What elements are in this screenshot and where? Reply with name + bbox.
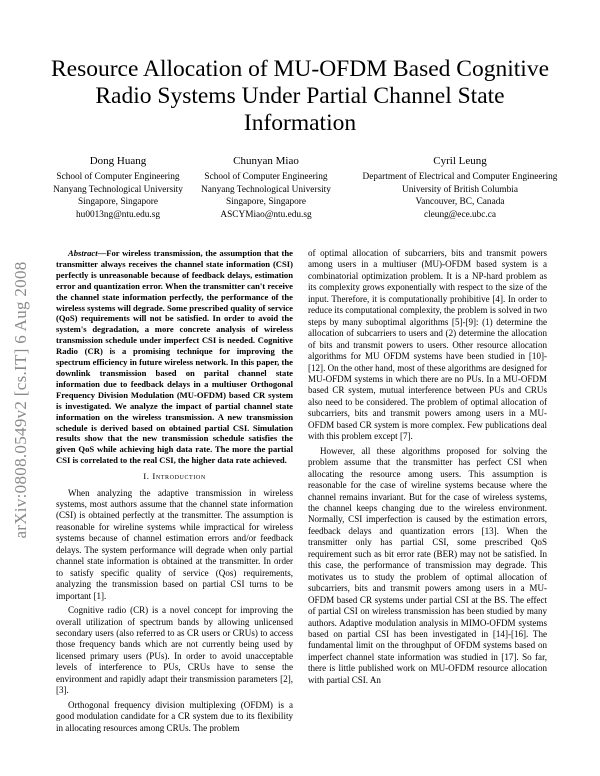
arxiv-stamp (8, 200, 34, 600)
author-2 (192, 154, 340, 221)
author-institution: Nanyang Technological University (53, 184, 183, 195)
section-title: Introduction (152, 471, 206, 482)
body-paragraph: of optimal allocation of subcarriers, bits and transmit powers among users in a multiuser (MU)-OFDM based system is a combinatorial optimization problem. It is a NP-hard problem as its complexity grows exponentially with respect to the size of the input. Therefore, it is computationally prohibitive [4]. In order to reduce its computational complexity, the problem is solved in two steps by many suboptimal algorithms [5]-[9]: (1) determine the allocation of subcarriers to users and (2) determine the allocation of bits and transmit powers to users. Other resource allocation algorithms for MU OFDM systems have been studied in [10]-[12]. On the other hand, most of these algorithms are designed for MU-OFDM systems in which there are no PUs. In a MU-OFDM based CR system, mutual interference between PUs and CRUs also need to be considered. The problem of optimal allocation of subcarriers, bits and transmit powers among users in a MU-OFDM based CR system is more complex. Few publications deal with this problem except [7]. (308, 248, 547, 442)
paper-title: Resource Allocation of MU-OFDM Based Cognitive Radio Systems Under Partial Channel State Information (50, 56, 549, 136)
body-paragraph: When analyzing the adaptive transmission in wireless systems, most authors assume that the channel state information (CSI) is obtained perfectly at the transmitter. The assumption is reasonable for wireline systems while impractical for wireless systems because of channel estimation errors and/or feedback delays. The system performance will degrade when only partial channel state information is obtained at the transmitter. In order to satisfy specific quality of service (Qos) requirements, analyzing the transmission based on partial CSI turns to be important [1]. (56, 487, 293, 601)
author-3 (360, 154, 560, 221)
author-name: Dong Huang (89, 155, 147, 167)
section-heading-introduction (56, 471, 293, 482)
author-institution: Nanyang Technological University (201, 184, 331, 195)
right-column (308, 248, 547, 686)
author-email: ASCYMiao@ntu.edu.sg (220, 209, 312, 220)
author-email: cleung@ece.ubc.ca (423, 209, 497, 220)
author-1 (48, 154, 188, 221)
author-location: Vancouver, BC, Canada (415, 197, 505, 208)
author-email: hu0013ng@ntu.edu.sg (76, 209, 160, 220)
abstract-text: —For wireless transmission, the assumption that the transmitter always receives the channel state information (CSI) perfectly is unreasonable because of feedback delays, estimation error and quantization error. When the transmitter can't receive the channel state information perfectly, the performance of the wireless systems will degrade. Some prescribed quality of service (QoS) requirements will not be satisfied. In order to avoid the system's degradation, a more concrete analysis of wireless transmission schedule under imperfect CSI is needed. Cognitive Radio (CR) is a promising technique for improving the spectrum efficiency in future wireless network. In this paper, the downlink transmission based on parital channel state information due to feedback delays in a multiuser Orthogonal Frequency Division Modulation (MU-OFDM) based CR system is investigated. We analyze the impact of partial channel state information on the wireless transmission. A new transmission schedule is derived based on obtained partial CSI. Simulation results show that the new transmission schedule satisfies the given QoS while achieving high data rate. The more the partial CSI is correlated to the real CSI, the higher data rate achieved. (56, 248, 293, 466)
author-name: Chunyan Miao (233, 155, 299, 167)
author-institution: University of British Columbia (402, 184, 518, 195)
arxiv-identifier: arXiv:0808.0549v2 [cs.IT] 6 Aug 2008 (11, 261, 30, 539)
author-affiliation: Department of Electrical and Computer Engineering (362, 172, 558, 182)
body-paragraph: However, all these algorithms proposed for solving the problem assume that the transmitter has perfect CSI when allocating the resource among users. This assumption is reasonable for the case of wireline systems because where the channel remains invariant. But for the case of wireless systems, the channel keeps changing due to the wireless environment. Normally, CSI imperfection is caused by the estimation errors, feedback delays and quantization errors [13]. When the transmitter only has partial CSI, some prescribed QoS requirement such as bit error rate (BER) may not be satisfied. In this case, the performance of transmission may degrade. This motivates us to study the problem of optimal allocation of subcarriers, bits and transmit powers among users in a MU-OFDM based CR systems under partial CSI at the BS. The effect of partial CSI on wireless transmission has been studied by many authors. Adaptive modulation analysis in MIMO-OFDM systems based on partial CSI has been investigated in [14]-[16]. The fundamental limit on the throughput of OFDM systems based on imperfect channel state information was studied in [17]. So far, there is little published work on MU-OFDM resource allocation with partial CSI. An (308, 445, 547, 685)
section-number: I. (143, 471, 153, 482)
body-paragraph: Orthogonal frequency division multiplexing (OFDM) is a good modulation candidate for a CR system due to its flexibility in allocating resources among CRUs. The problem (56, 699, 293, 733)
author-affiliation: School of Computer Engineering (56, 172, 180, 182)
author-location: Singapore, Singapore (225, 197, 307, 208)
author-location: Singapore, Singapore (77, 197, 159, 208)
abstract (56, 248, 293, 466)
body-paragraph: Cognitive radio (CR) is a novel concept for improving the overall utilization of spectrum bands by allowing unlicensed secondary users (also referred to as CR users or CRUs) to access those frequency bands which are not currently being used by licensed primary users (PUs). In order to avoid unacceptable levels of interference to PUs, CRUs have to sense the environment and rapidly adapt their transmission parameters [2], [3]. (56, 605, 293, 696)
abstract-label: Abstract (68, 248, 98, 258)
author-affiliation: School of Computer Engineering (204, 172, 328, 182)
author-name: Cyril Leung (433, 155, 487, 167)
left-column (56, 248, 293, 734)
